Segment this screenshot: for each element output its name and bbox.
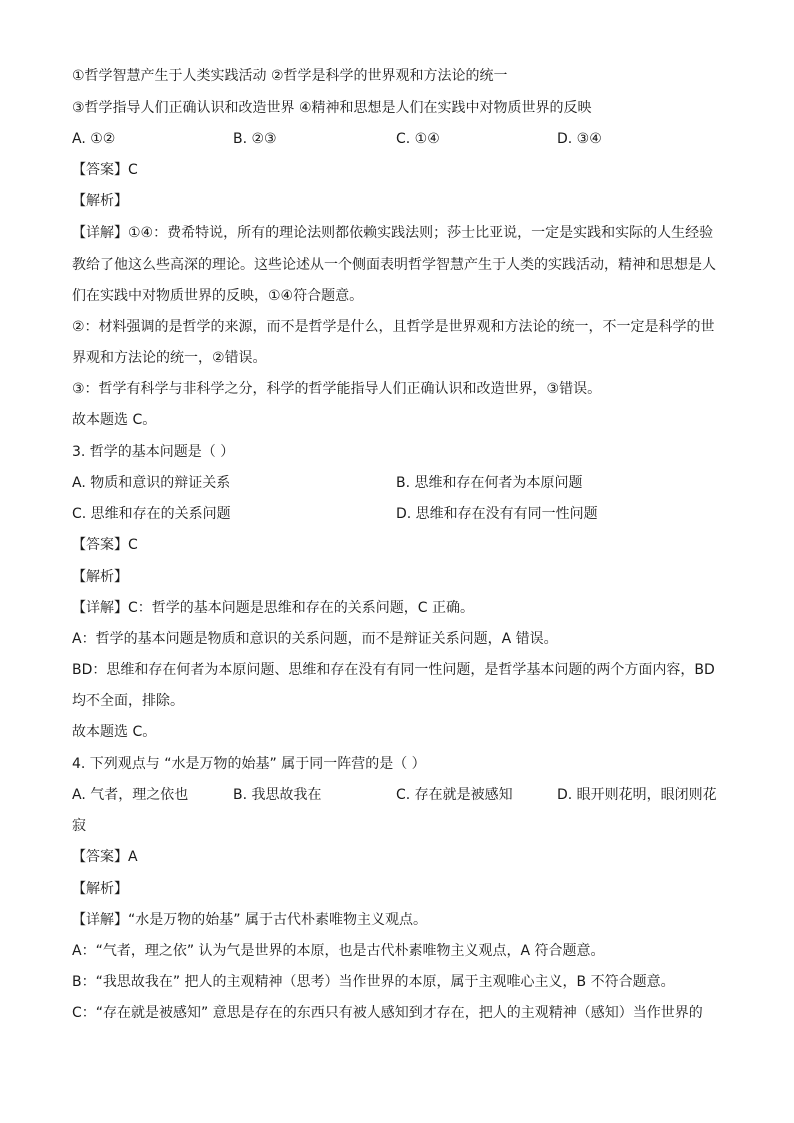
q4-option-d: D. 眼开则花明，眼闭则花 (557, 787, 717, 803)
q3-answer: 【答案】C (72, 537, 138, 553)
q4-detail-line-1: 【详解】“水是万物的始基” 属于古代朴素唯物主义观点。 (72, 912, 427, 928)
q4-detail-line-2: A：“气者，理之依” 认为气是世界的本原，也是古代朴素唯物主义观点，A 符合题意。 (72, 943, 605, 959)
q3-detail-line-2: A：哲学的基本问题是物质和意识的关系问题，而不是辩证关系问题，A 错误。 (72, 631, 558, 647)
q2-statement-line-1: ①哲学智慧产生于人类实践活动 ②哲学是科学的世界观和方法论的统一 (72, 68, 508, 84)
q2-detail-line-2: 教给了他这么些高深的理论。这些论述从一个侧面表明哲学智慧产生于人类的实践活动，精神和思想是人 (72, 257, 716, 273)
q4-detail-line-4: C：“存在就是被感知” 意思是存在的东西只有被人感知到才存在，把人的主观精神（感知）当作世界的 (72, 1005, 703, 1021)
q3-option-c: C. 思维和存在的关系问题 (72, 506, 231, 522)
q2-option-c: C. ①④ (396, 131, 440, 147)
q4-option-a: A. 气者，理之依也 (72, 787, 189, 803)
q4-option-c: C. 存在就是被感知 (396, 787, 513, 803)
q4-answer: 【答案】A (72, 849, 138, 865)
q2-conclusion: 故本题选 C。 (72, 412, 157, 428)
q2-statement-line-2: ③哲学指导人们正确认识和改造世界 ④精神和思想是人们在实践中对物质世界的反映 (72, 100, 592, 116)
q2-option-a: A. ①② (72, 131, 116, 147)
q3-option-b: B. 思维和存在何者为本原问题 (396, 475, 583, 491)
q2-option-b: B. ②③ (233, 131, 277, 147)
q4-detail-line-3: B：“我思故我在” 把人的主观精神（思考）当作世界的本原，属于主观唯心主义，B 不符合题意。 (72, 974, 675, 990)
q3-option-a: A. 物质和意识的辩证关系 (72, 475, 231, 491)
q2-detail-line-6: ③：哲学有科学与非科学之分，科学的哲学能指导人们正确认识和改造世界，③错误。 (72, 381, 602, 397)
q4-option-b: B. 我思故我在 (233, 787, 322, 803)
q2-detail-line-3: 们在实践中对物质世界的反映，①④符合题意。 (72, 288, 364, 304)
q3-conclusion: 故本题选 C。 (72, 724, 157, 740)
q2-detail-line-4: ②：材料强调的是哲学的来源，而不是哲学是什么，且哲学是世界观和方法论的统一，不一定是科学的世 (72, 319, 715, 335)
q4-question: 4. 下列观点与 “水是万物的始基” 属于同一阵营的是（ ） (72, 756, 426, 772)
q3-option-d: D. 思维和存在没有有同一性问题 (396, 506, 598, 522)
q4-option-d-wrap: 寂 (72, 818, 86, 834)
q4-analysis-heading: 【解析】 (72, 881, 128, 897)
q3-analysis-heading: 【解析】 (72, 569, 128, 585)
q2-detail-line-5: 界观和方法论的统一，②错误。 (72, 350, 267, 366)
q2-detail-line-1: 【详解】①④：费希特说，所有的理论法则都依赖实践法则；莎士比亚说，一定是实践和实际的人生经验 (72, 225, 714, 241)
q3-detail-line-1: 【详解】C：哲学的基本问题是思维和存在的关系问题，C 正确。 (72, 600, 474, 616)
q3-question: 3. 哲学的基本问题是（ ） (72, 444, 235, 460)
q3-detail-line-4: 均不全面，排除。 (72, 693, 184, 709)
q2-option-d: D. ③④ (557, 131, 602, 147)
q2-answer: 【答案】C (72, 162, 138, 178)
q3-detail-line-3: BD：思维和存在何者为本原问题、思维和存在没有有同一性问题，是哲学基本问题的两个方面内容，BD (72, 662, 715, 678)
q2-analysis-heading: 【解析】 (72, 193, 128, 209)
